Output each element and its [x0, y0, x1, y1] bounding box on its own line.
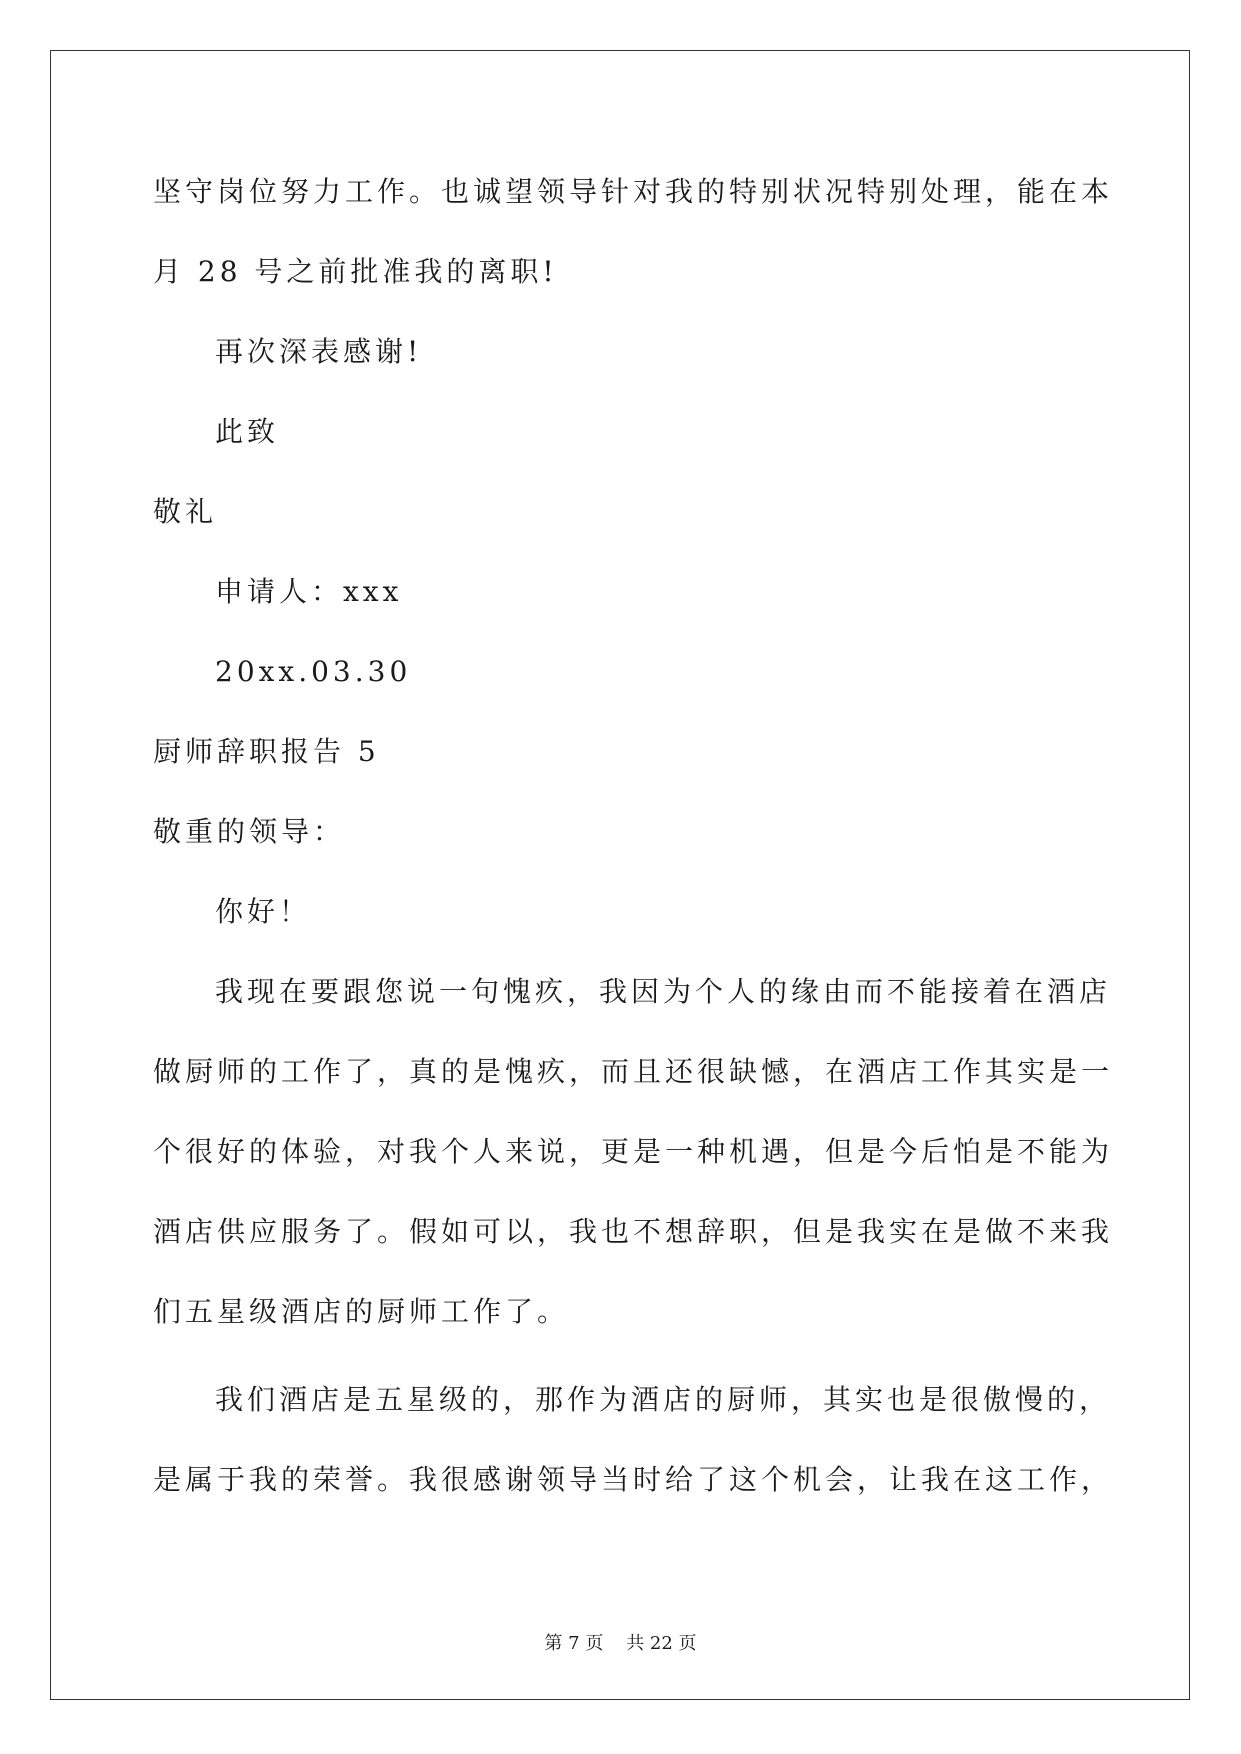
letter-date: 20xx.03.30 [215, 655, 412, 688]
body-line: 坚守岗位努力工作。也诚望领导针对我的特别状况特别处理，能在本 [153, 175, 1114, 208]
body-line: 月 28 号之前批准我的离职! [153, 255, 558, 288]
body-line: 我现在要跟您说一句愧疚，我因为个人的缘由而不能接着在酒店 [215, 975, 1112, 1008]
letter-hello: 你好！ [215, 895, 312, 928]
section-title: 厨师辞职报告 5 [153, 735, 380, 768]
body-line: 个很好的体验，对我个人来说，更是一种机遇，但是今后怕是不能为 [153, 1135, 1114, 1168]
letter-greeting: 敬重的领导： [153, 815, 346, 848]
page-border [50, 50, 1190, 1700]
closing-thanks: 再次深表感谢! [215, 335, 423, 368]
body-line: 做厨师的工作了，真的是愧疚，而且还很缺憾，在酒店工作其实是一 [153, 1055, 1114, 1088]
closing-salutation: 此致 [215, 415, 280, 448]
applicant-signature: 申请人：xxx [215, 575, 403, 608]
body-line: 是属于我的荣誉。我很感谢领导当时给了这个机会，让我在这工作， [153, 1463, 1114, 1496]
closing-regards: 敬礼 [153, 495, 218, 528]
page-number: 第 7 页 共 22 页 [544, 1633, 697, 1654]
body-line: 我们酒店是五星级的，那作为酒店的厨师，其实也是很傲慢的， [215, 1383, 1112, 1416]
body-line: 们五星级酒店的厨师工作了。 [153, 1295, 570, 1328]
body-line: 酒店供应服务了。假如可以，我也不想辞职，但是我实在是做不来我 [153, 1215, 1114, 1248]
